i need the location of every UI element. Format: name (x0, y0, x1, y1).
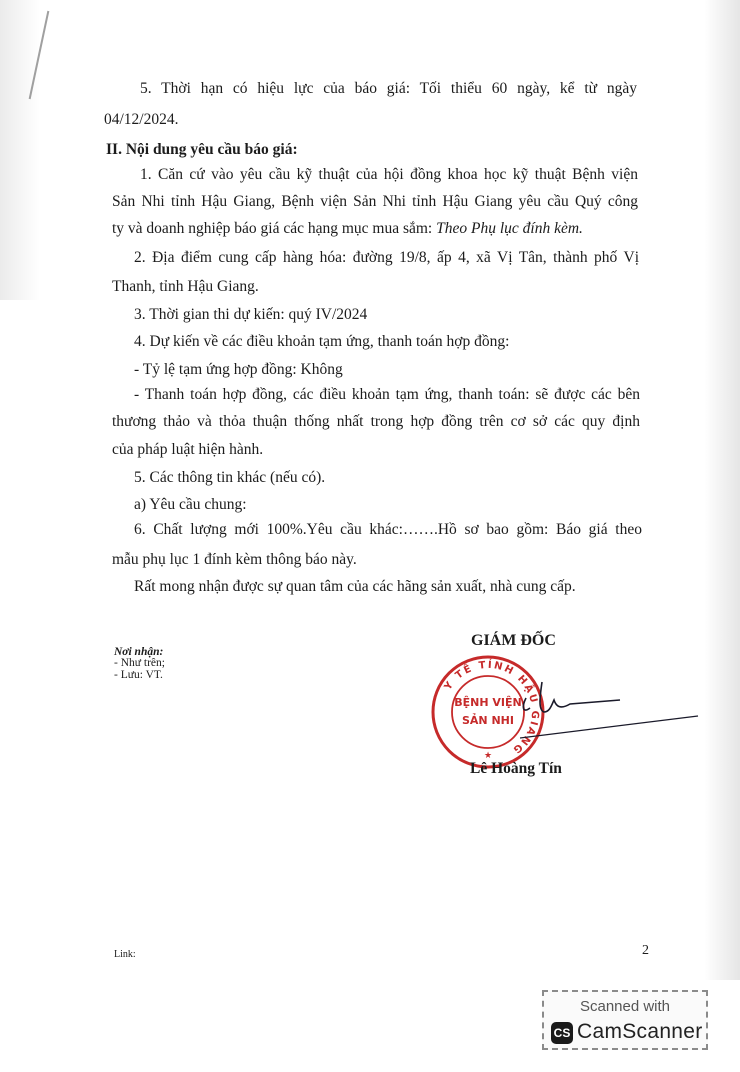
item2-line-1: 2. Địa điểm cung cấp hàng hóa: đường 19/8, ấp 4, xã Vị Tân, thành phố Vị (134, 249, 639, 266)
item1-line-3-text: ty và doanh nghiệp báo giá các hạng mục mua sắm: (112, 220, 437, 237)
item1-line-2: Sản Nhi tỉnh Hậu Giang, Bệnh viện Sản Nhi tỉnh Hậu Giang yêu cầu Quý công (112, 193, 638, 210)
stamp-inner-line-2: SẢN NHI (462, 714, 514, 727)
item3: 3. Thời gian thi dự kiến: quý IV/2024 (134, 306, 368, 323)
recipient-item: - Lưu: VT. (114, 669, 163, 681)
item1-line-3 (112, 218, 583, 240)
watermark-brand: CamScanner (577, 1020, 703, 1043)
item2-line-2: Thanh, tỉnh Hậu Giang. (112, 278, 259, 295)
signer-role: GIÁM ĐỐC (471, 632, 556, 649)
item6-line-1: 6. Chất lượng mới 100%.Yêu cầu khác:…….Hồ sơ bao gồm: Báo giá theo (134, 521, 642, 538)
item4-payment-line-3: của pháp luật hiện hành. (112, 441, 264, 458)
item4-payment-line-2: thương thảo và thỏa thuận thống nhất trong hợp đồng trên cơ sở các quy định (112, 413, 640, 430)
item4-payment-line-1: - Thanh toán hợp đồng, các điều khoản tạm ứng, thanh toán: sẽ được các bên (134, 386, 640, 403)
watermark-caption: Scanned with (579, 998, 671, 1015)
item4: 4. Dự kiến về các điều khoản tạm ứng, thanh toán hợp đồng: (134, 333, 510, 350)
camscanner-logo-icon: CS (551, 1022, 573, 1044)
page-number: 2 (642, 943, 649, 958)
validity-line-2: 04/12/2024. (104, 111, 179, 128)
item5-other-info: 5. Các thông tin khác (nếu có). (134, 469, 326, 486)
camscanner-watermark (542, 990, 708, 1050)
scan-shadow-right (704, 0, 740, 980)
item6-line-2: mẫu phụ lục 1 đính kèm thông báo này. (112, 551, 357, 568)
stamp-ring-text: Y TẾ TỈNH HẬU GIANG (442, 659, 541, 757)
item1-appendix-ref: Theo Phụ lục đính kèm. (436, 220, 583, 237)
stamp-star-icon: ★ (483, 751, 493, 761)
item1-line-1: 1. Căn cứ vào yêu cầu kỹ thuật của hội đồng khoa học kỹ thuật Bệnh viện (140, 166, 638, 183)
validity-line-1: 5. Thời hạn có hiệu lực của báo giá: Tối thiểu 60 ngày, kể từ ngày (140, 80, 637, 97)
link-label: Link: (114, 949, 136, 960)
closing-sentence: Rất mong nhận được sự quan tâm của các hãng sản xuất, nhà cung cấp. (134, 578, 576, 595)
signer-name: Lê Hoàng Tín (470, 760, 562, 777)
item5a-general: a) Yêu cầu chung: (134, 496, 247, 513)
recipients-title: Nơi nhận: (114, 646, 164, 658)
stamp-inner-line-1: BỆNH VIỆN (454, 696, 522, 709)
section-heading: II. Nội dung yêu cầu báo giá: (106, 141, 298, 158)
recipient-item: - Như trên; (114, 657, 165, 669)
scan-shadow-left (0, 0, 40, 300)
handwritten-signature (520, 676, 700, 746)
item4-advance-rate: - Tỷ lệ tạm ứng hợp đồng: Không (134, 361, 343, 378)
